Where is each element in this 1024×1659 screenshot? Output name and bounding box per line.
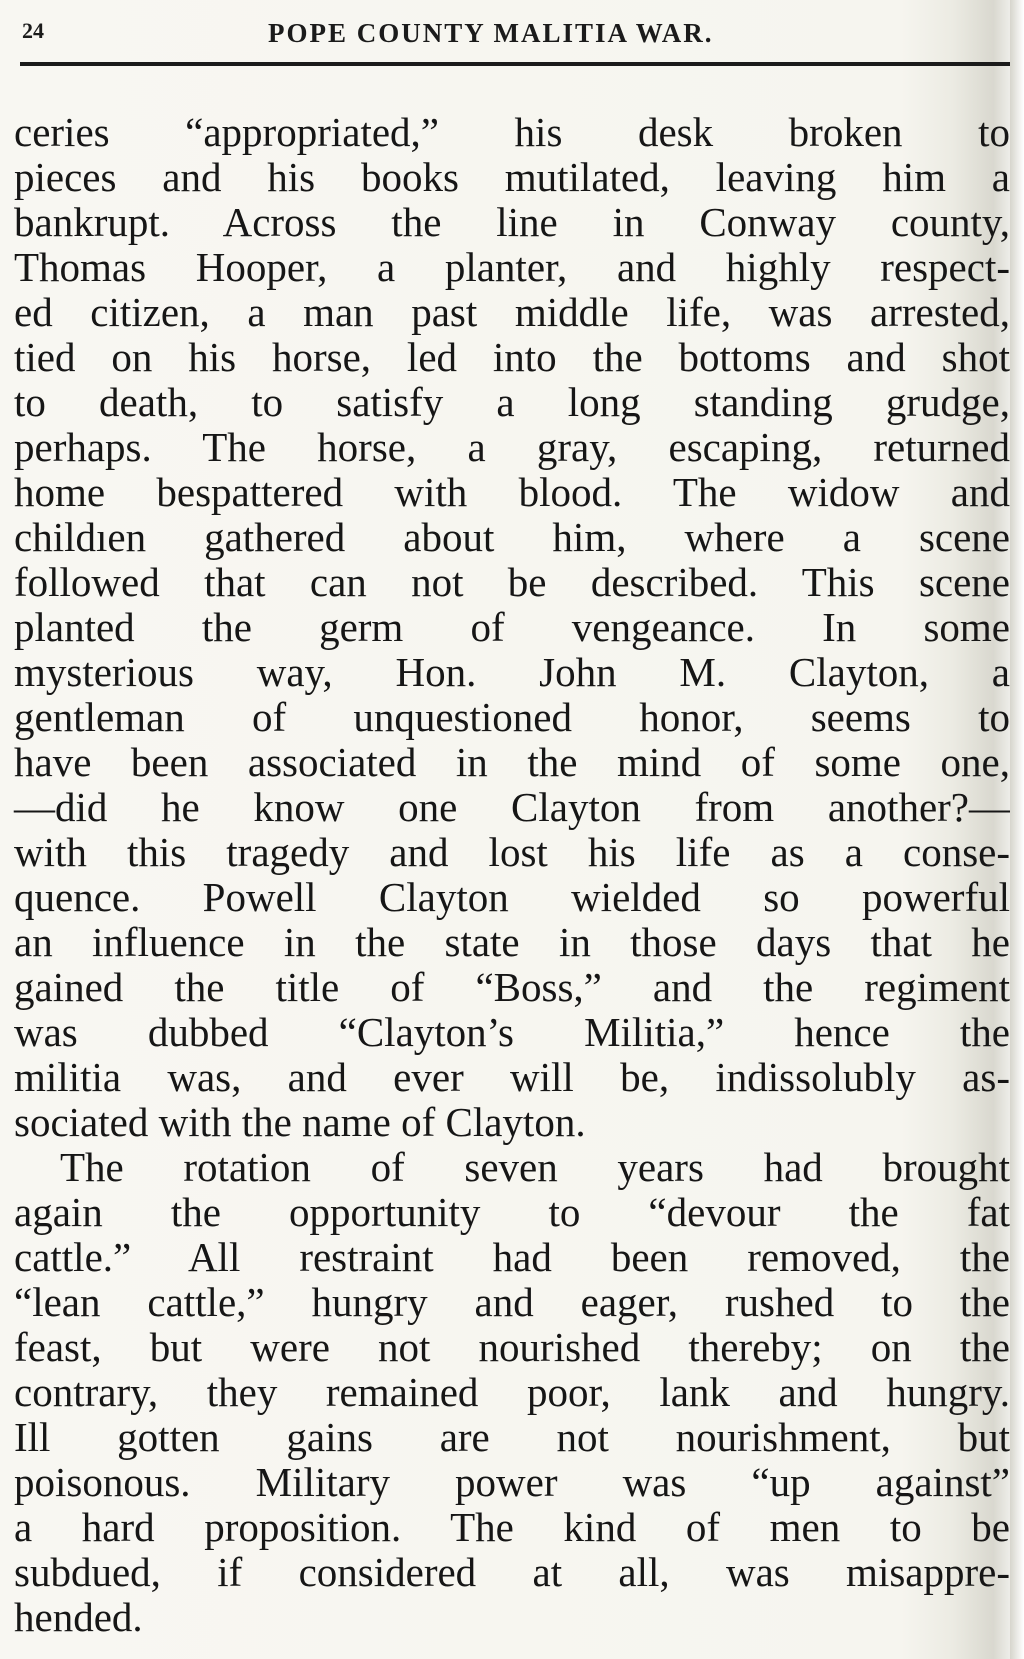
paragraph-end-line: hended. (14, 1594, 143, 1640)
text-line: subdued, if considered at all, was misappre- (14, 1549, 1010, 1595)
paragraph-start-line: The rotation of seven years had brought (60, 1144, 1010, 1190)
text-line: gained the title of “Boss,” and the regiment (14, 964, 1010, 1010)
text-line: mysterious way, Hon. John M. Clayton, a (14, 649, 1010, 695)
text-line: have been associated in the mind of some one, (14, 739, 1010, 785)
text-line: an influence in the state in those days that he (14, 919, 1010, 965)
text-line: with this tragedy and lost his life as a conse- (14, 829, 1010, 875)
text-line: “lean cattle,” hungry and eager, rushed to the (14, 1279, 1010, 1325)
text-line: Thomas Hooper, a planter, and highly respect- (14, 244, 1010, 290)
text-line: home bespattered with blood. The widow and (14, 469, 1010, 515)
text-line: —did he know one Clayton from another?— (14, 784, 1010, 830)
text-line: bankrupt. Across the line in Conway county, (14, 199, 1010, 245)
text-line: followed that can not be described. This scene (14, 559, 1010, 605)
text-line: ed citizen, a man past middle life, was arrested, (14, 289, 1010, 335)
text-line: poisonous. Military power was “up against” (14, 1459, 1010, 1505)
text-line: perhaps. The horse, a gray, escaping, returned (14, 424, 1010, 470)
text-line: to death, to satisfy a long standing grudge, (14, 379, 1010, 425)
text-line: a hard proposition. The kind of men to be (14, 1504, 1010, 1550)
running-title: POPE COUNTY MALITIA WAR. (268, 18, 714, 48)
header-rule (20, 62, 1012, 66)
text-line: again the opportunity to “devour the fat (14, 1189, 1010, 1235)
body-text (14, 110, 1010, 1640)
text-line: childıen gathered about him, where a scene (14, 514, 1010, 560)
text-line: ceries “appropriated,” his desk broken to (14, 109, 1010, 155)
text-line: cattle.” All restraint had been removed, the (14, 1234, 1010, 1280)
text-line: planted the germ of vengeance. In some (14, 604, 1010, 650)
text-line: contrary, they remained poor, lank and hungry. (14, 1369, 1010, 1415)
text-line: Ill gotten gains are not nourishment, but (14, 1414, 1010, 1460)
paragraph-end-line: sociated with the name of Clayton. (14, 1099, 586, 1145)
text-line: feast, but were not nourished thereby; on the (14, 1324, 1010, 1370)
page-number: 24 (22, 18, 44, 43)
text-line: gentleman of unquestioned honor, seems to (14, 694, 1010, 740)
text-line: was dubbed “Clayton’s Militia,” hence the (14, 1009, 1010, 1055)
text-line: quence. Powell Clayton wielded so powerful (14, 874, 1010, 920)
running-header (22, 14, 1012, 54)
text-line: militia was, and ever will be, indissolubly as- (14, 1054, 1010, 1100)
page-edge-shadow (1010, 0, 1024, 1659)
text-line: pieces and his books mutilated, leaving him a (14, 154, 1010, 200)
text-line: tied on his horse, led into the bottoms and shot (14, 334, 1010, 380)
